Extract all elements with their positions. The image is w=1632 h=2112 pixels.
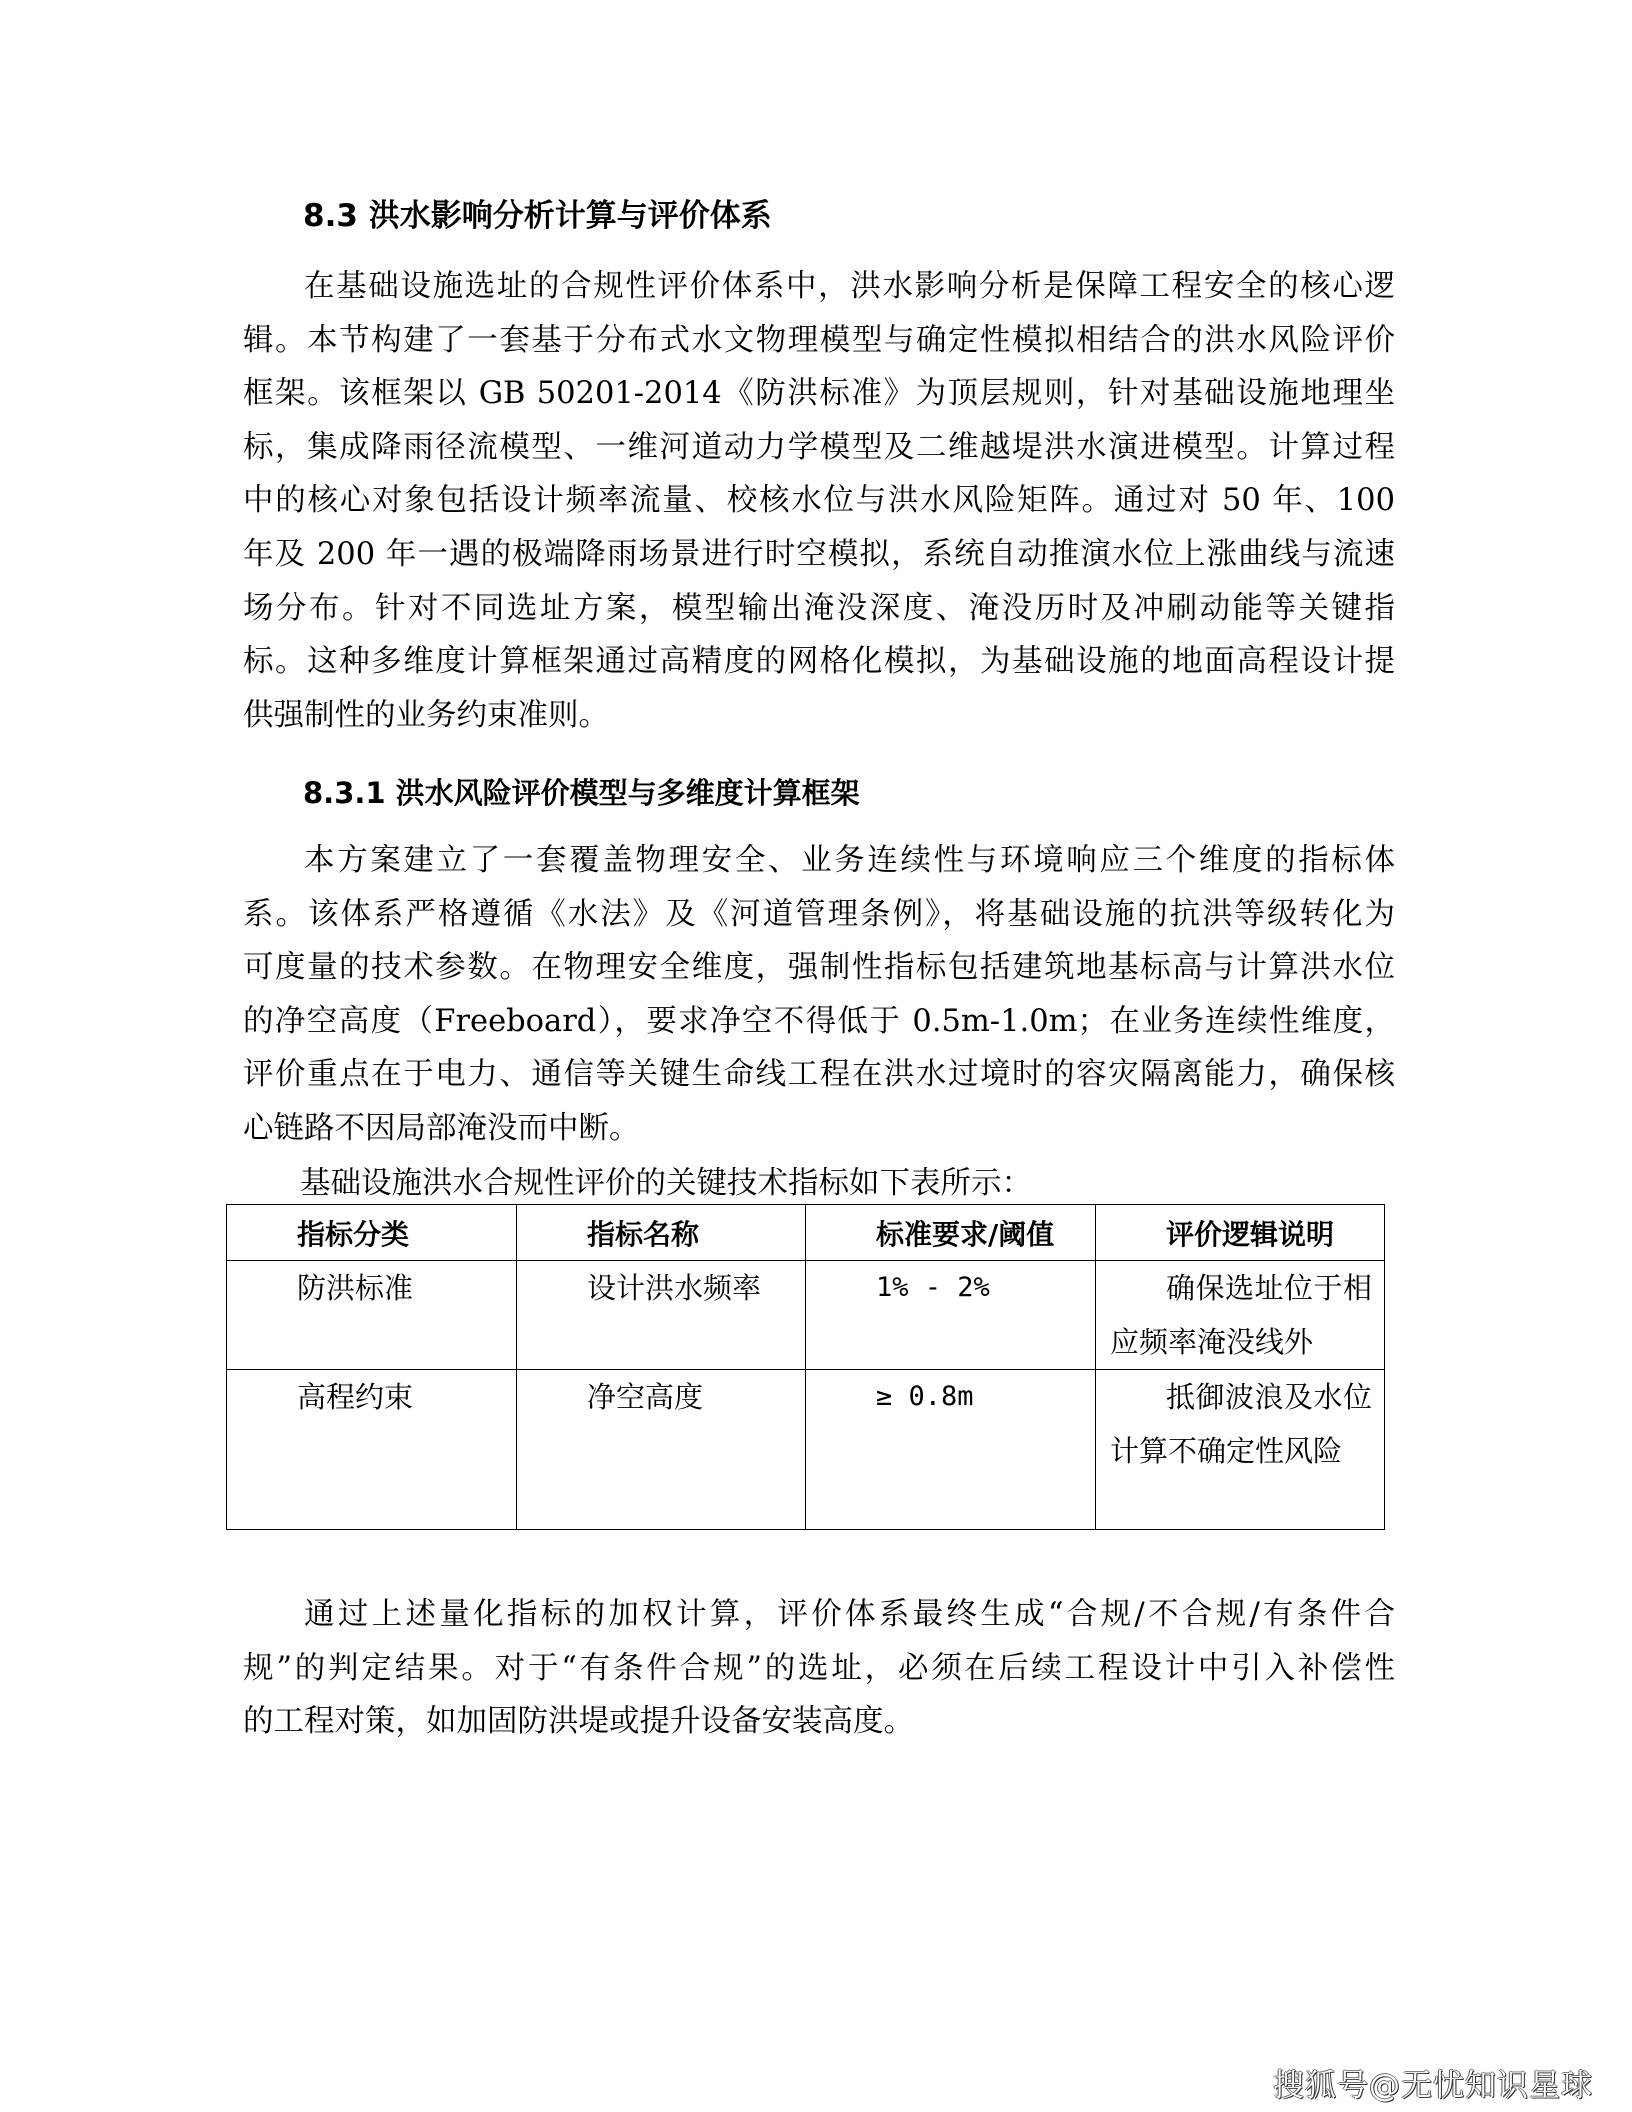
paragraph-line: 框架。该框架以 GB 50201-2014《防洪标准》为顶层规则，针对基础设施地理坐 (243, 376, 1395, 412)
subsection-heading: 8.3.1 洪水风险评价模型与多维度计算框架 (303, 776, 860, 810)
paragraph-line: 规”的判定结果。对于“有条件合规”的选址，必须在后续工程设计中引入补偿性 (243, 1650, 1395, 1686)
paragraph-line: 在基础设施选址的合规性评价体系中，洪水影响分析是保障工程安全的核心逻 (304, 269, 1395, 304)
paragraph-line: 中的核心对象包括设计频率流量、校核水位与洪水风险矩阵。通过对 50 年、100 (243, 483, 1395, 519)
paragraph-line: 辑。本节构建了一套基于分布式水文物理模型与确定性模拟相结合的洪水风险评价 (243, 322, 1395, 358)
category-cell: 高程约束 (227, 1370, 517, 1530)
table-header-row (227, 1205, 1385, 1261)
column-header: 指标名称 (517, 1205, 806, 1261)
section-intro-paragraph (243, 260, 1395, 742)
metrics-table (226, 1204, 1385, 1530)
name-cell: 净空高度 (517, 1370, 806, 1530)
watermark-label: 搜狐号@无忧知识星球 (1273, 2068, 1593, 2104)
table-row (227, 1370, 1385, 1530)
table-caption: 基础设施洪水合规性评价的关键技术指标如下表所示： (300, 1166, 1032, 1201)
paragraph-line: 通过上述量化指标的加权计算，评价体系最终生成“合规/不合规/有条件合 (304, 1597, 1395, 1632)
conclusion-paragraph (243, 1588, 1395, 1749)
paragraph-line: 供强制性的业务约束准则。 (243, 697, 609, 733)
paragraph-line: 的工程对策，如加固防洪堤或提升设备安装高度。 (243, 1704, 914, 1740)
table-row (227, 1261, 1385, 1370)
column-header: 评价逻辑说明 (1096, 1205, 1385, 1261)
paragraph-line: 标。这种多维度计算框架通过高精度的网格化模拟，为基础设施的地面高程设计提 (243, 644, 1395, 680)
paragraph-line: 年及 200 年一遇的极端降雨场景进行时空模拟，系统自动推演水位上涨曲线与流速 (243, 536, 1395, 572)
section-heading: 8.3 洪水影响分析计算与评价体系 (303, 198, 772, 234)
paragraph-line: 心链路不因局部淹没而中断。 (243, 1110, 640, 1146)
paragraph-line: 的净空高度（Freeboard），要求净空不得低于 0.5m-1.0m；在业务连续性维度， (243, 1003, 1395, 1039)
category-cell: 防洪标准 (227, 1261, 517, 1370)
subsection-paragraph (243, 834, 1395, 1156)
column-header: 标准要求/阈值 (806, 1205, 1096, 1261)
paragraph-line: 评价重点在于电力、通信等关键生命线工程在洪水过境时的容灾隔离能力，确保核 (243, 1057, 1395, 1093)
logic-cell: 确保选址位于相应频率淹没线外 (1096, 1261, 1385, 1370)
logic-cell: 抵御波浪及水位计算不确定性风险 (1096, 1370, 1385, 1530)
paragraph-line: 系。该体系严格遵循《水法》及《河道管理条例》，将基础设施的抗洪等级转化为 (243, 896, 1395, 932)
paragraph-line: 标，集成降雨径流模型、一维河道动力学模型及二维越堤洪水演进模型。计算过程 (243, 429, 1395, 465)
paragraph-line: 场分布。针对不同选址方案，模型输出淹没深度、淹没历时及冲刷动能等关键指 (243, 590, 1395, 626)
paragraph-line: 本方案建立了一套覆盖物理安全、业务连续性与环境响应三个维度的指标体 (304, 843, 1395, 878)
name-cell: 设计洪水频率 (517, 1261, 806, 1370)
threshold-cell: ≥ 0.8m (806, 1370, 1096, 1530)
threshold-cell: 1% - 2% (806, 1261, 1096, 1370)
paragraph-line: 可度量的技术参数。在物理安全维度，强制性指标包括建筑地基标高与计算洪水位 (243, 950, 1395, 986)
column-header: 指标分类 (227, 1205, 517, 1261)
